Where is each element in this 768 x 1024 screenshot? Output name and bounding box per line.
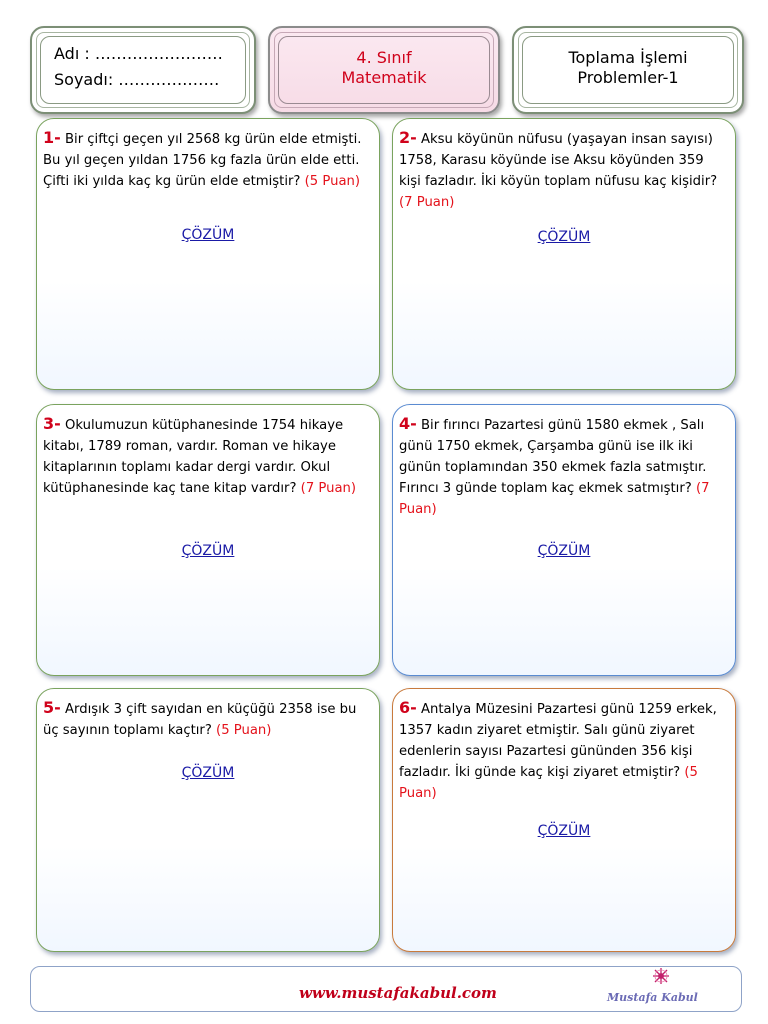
- problem-box-1: [36, 118, 380, 390]
- solution-link-3[interactable]: ÇÖZÜM: [181, 543, 235, 559]
- problem-text: Antalya Müzesini Pazartesi günü 1259 erkek, 1357 kadın ziyaret etmiştir. Salı günü ziyaret edenlerin sayısı Pazartesi gününden 356 kişi fazladır. İki günde kaç kişi ziyaret etmiştir?: [399, 702, 717, 780]
- topic-text: [514, 48, 742, 88]
- solution-link-6[interactable]: ÇÖZÜM: [537, 823, 591, 839]
- problem-text-block: [43, 697, 371, 741]
- problem-points: (5 Puan): [399, 765, 698, 801]
- problem-text: Ardışık 3 çift sayıdan en küçüğü 2358 ise bu üç sayının toplamı kaçtır?: [43, 702, 357, 738]
- problem-box-4: [392, 404, 736, 676]
- problem-points: (7 Puan): [399, 195, 455, 210]
- subject-title: Matematik: [341, 68, 427, 87]
- problem-points: (5 Puan): [304, 174, 361, 189]
- problem-box-2: [392, 118, 736, 390]
- topic-title: Toplama İşlemi: [568, 48, 688, 67]
- website-link[interactable]: www.mustafakabul.com: [299, 984, 497, 1002]
- problem-number: 3-: [43, 414, 61, 433]
- problem-text: Bir fırıncı Pazartesi günü 1580 ekmek , Salı günü 1750 ekmek, Çarşamba günü ise ilk iki günün toplamından 350 ekmek fazla satmıştır. Fırıncı 3 günde toplam kaç ekmek satmıştır?: [399, 418, 707, 496]
- topic-subtitle: Problemler-1: [577, 68, 679, 87]
- problem-text-block: [399, 697, 727, 804]
- problem-box-6: [392, 688, 736, 952]
- solution-link-2[interactable]: ÇÖZÜM: [537, 229, 591, 245]
- problem-number: 2-: [399, 128, 417, 147]
- problem-text-block: [399, 127, 727, 213]
- surname-field-label: Soyadı: ………….……: [54, 70, 220, 89]
- class-title: 4. Sınıf: [356, 48, 412, 67]
- name-field-label: Adı : ……………………: [54, 44, 223, 63]
- problem-text: Okulumuzun kütüphanesinde 1754 hikaye kitabı, 1789 roman, vardır. Roman ve hikaye kitaplarının toplamı kadar dergi vardır. Okul kütüphanesinde kaç tane kitap vardır?: [43, 418, 344, 496]
- solution-link-5[interactable]: ÇÖZÜM: [181, 765, 235, 781]
- problem-text-block: [43, 127, 371, 192]
- problem-text: Bir çiftçi geçen yıl 2568 kg ürün elde etmişti. Bu yıl geçen yıldan 1756 kg fazla ürün elde etti. Çifti iki yılda kaç kg ürün elde etmiştir?: [43, 132, 362, 189]
- logo-signature: Mustafa Kabul: [607, 991, 698, 1004]
- flower-logo-icon: [609, 967, 709, 1011]
- problem-points: (7 Puan): [300, 481, 357, 496]
- problem-text: Aksu köyünün nüfusu (yaşayan insan sayısı) 1758, Karasu köyünde ise Aksu köyünden 359 kişi fazladır. İki köyün toplam nüfusu kaç kişidir?: [399, 132, 718, 189]
- class-subject-frame: [268, 26, 500, 114]
- problem-points: (5 Puan): [216, 723, 272, 738]
- topic-frame: [512, 26, 744, 114]
- problem-text-block: [43, 413, 371, 499]
- problem-number: 6-: [399, 698, 417, 717]
- problem-box-3: [36, 404, 380, 676]
- problem-number: 5-: [43, 698, 61, 717]
- page-footer: [30, 966, 742, 1012]
- solution-link-4[interactable]: ÇÖZÜM: [537, 543, 591, 559]
- problem-number: 1-: [43, 128, 61, 147]
- solution-link-1[interactable]: ÇÖZÜM: [181, 227, 235, 243]
- problem-box-5: [36, 688, 380, 952]
- problem-text-block: [399, 413, 727, 520]
- problem-points: (7 Puan): [399, 481, 710, 517]
- student-info-frame: [30, 26, 256, 114]
- problem-number: 4-: [399, 414, 417, 433]
- class-subject-text: [270, 48, 498, 88]
